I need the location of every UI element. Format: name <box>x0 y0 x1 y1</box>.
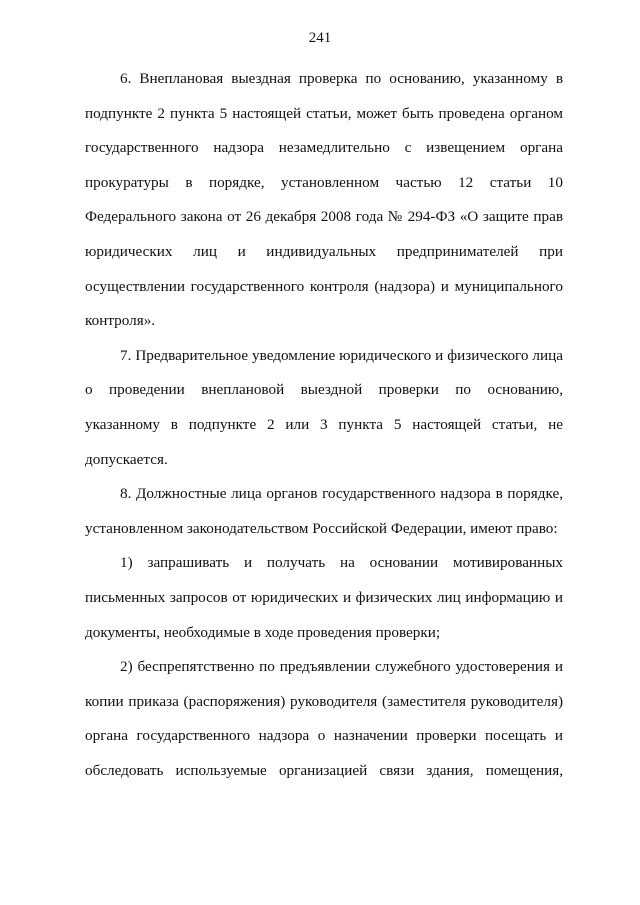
paragraph-8-item-2 <box>85 650 563 788</box>
paragraph-8-item-1 <box>85 546 563 650</box>
text-line: 7. Предварительное уведомление юридического и физического лица <box>120 346 563 364</box>
text-line: 8. Должностные лица органов государственного надзора в порядке, <box>120 485 563 503</box>
text-line: осуществлении государственного контроля (надзора) и муниципального <box>85 277 563 295</box>
text-line: Федерального закона от 26 декабря 2008 года № 294-ФЗ «О защите прав <box>85 208 563 226</box>
text-line: документы, необходимые в ходе проведения проверки; <box>85 623 441 641</box>
paragraph-8 <box>85 477 563 546</box>
text-line: обследовать используемые организацией связи здания, помещения, <box>85 761 563 779</box>
text-line: 1) запрашивать и получать на основании мотивированных <box>120 554 563 572</box>
text-line: 6. Внеплановая выездная проверка по основанию, указанному в <box>120 70 563 87</box>
text-line: 2) беспрепятственно по предъявлении служебного удостоверения и <box>120 658 563 676</box>
text-line: письменных запросов от юридических и физических лиц информацию и <box>85 588 563 606</box>
text-line: подпункте 2 пункта 5 настоящей статьи, может быть проведена органом <box>85 104 563 122</box>
text-line: установленном законодательством Российской Федерации, имеют право: <box>85 519 558 537</box>
document-body <box>85 62 563 788</box>
text-line: контроля». <box>85 312 156 330</box>
paragraph-7 <box>85 339 563 477</box>
text-line: копии приказа (распоряжения) руководителя (заместителя руководителя) <box>85 692 563 710</box>
page-number: 241 <box>308 30 332 46</box>
text-line: государственного надзора незамедлительно с извещением органа <box>85 139 563 157</box>
text-line: указанному в подпункте 2 или 3 пункта 5 настоящей статьи, не <box>85 415 563 433</box>
text-line: прокуратуры в порядке, установленном частью 12 статьи 10 <box>85 173 563 191</box>
text-line: юридических лиц и индивидуальных предпринимателей при <box>85 242 563 260</box>
text-line: о проведении внеплановой выездной проверки по основанию, <box>85 381 563 399</box>
paragraph-6 <box>85 62 563 339</box>
text-line: органа государственного надзора о назначении проверки посещать и <box>85 727 563 745</box>
text-line: допускается. <box>85 450 168 468</box>
